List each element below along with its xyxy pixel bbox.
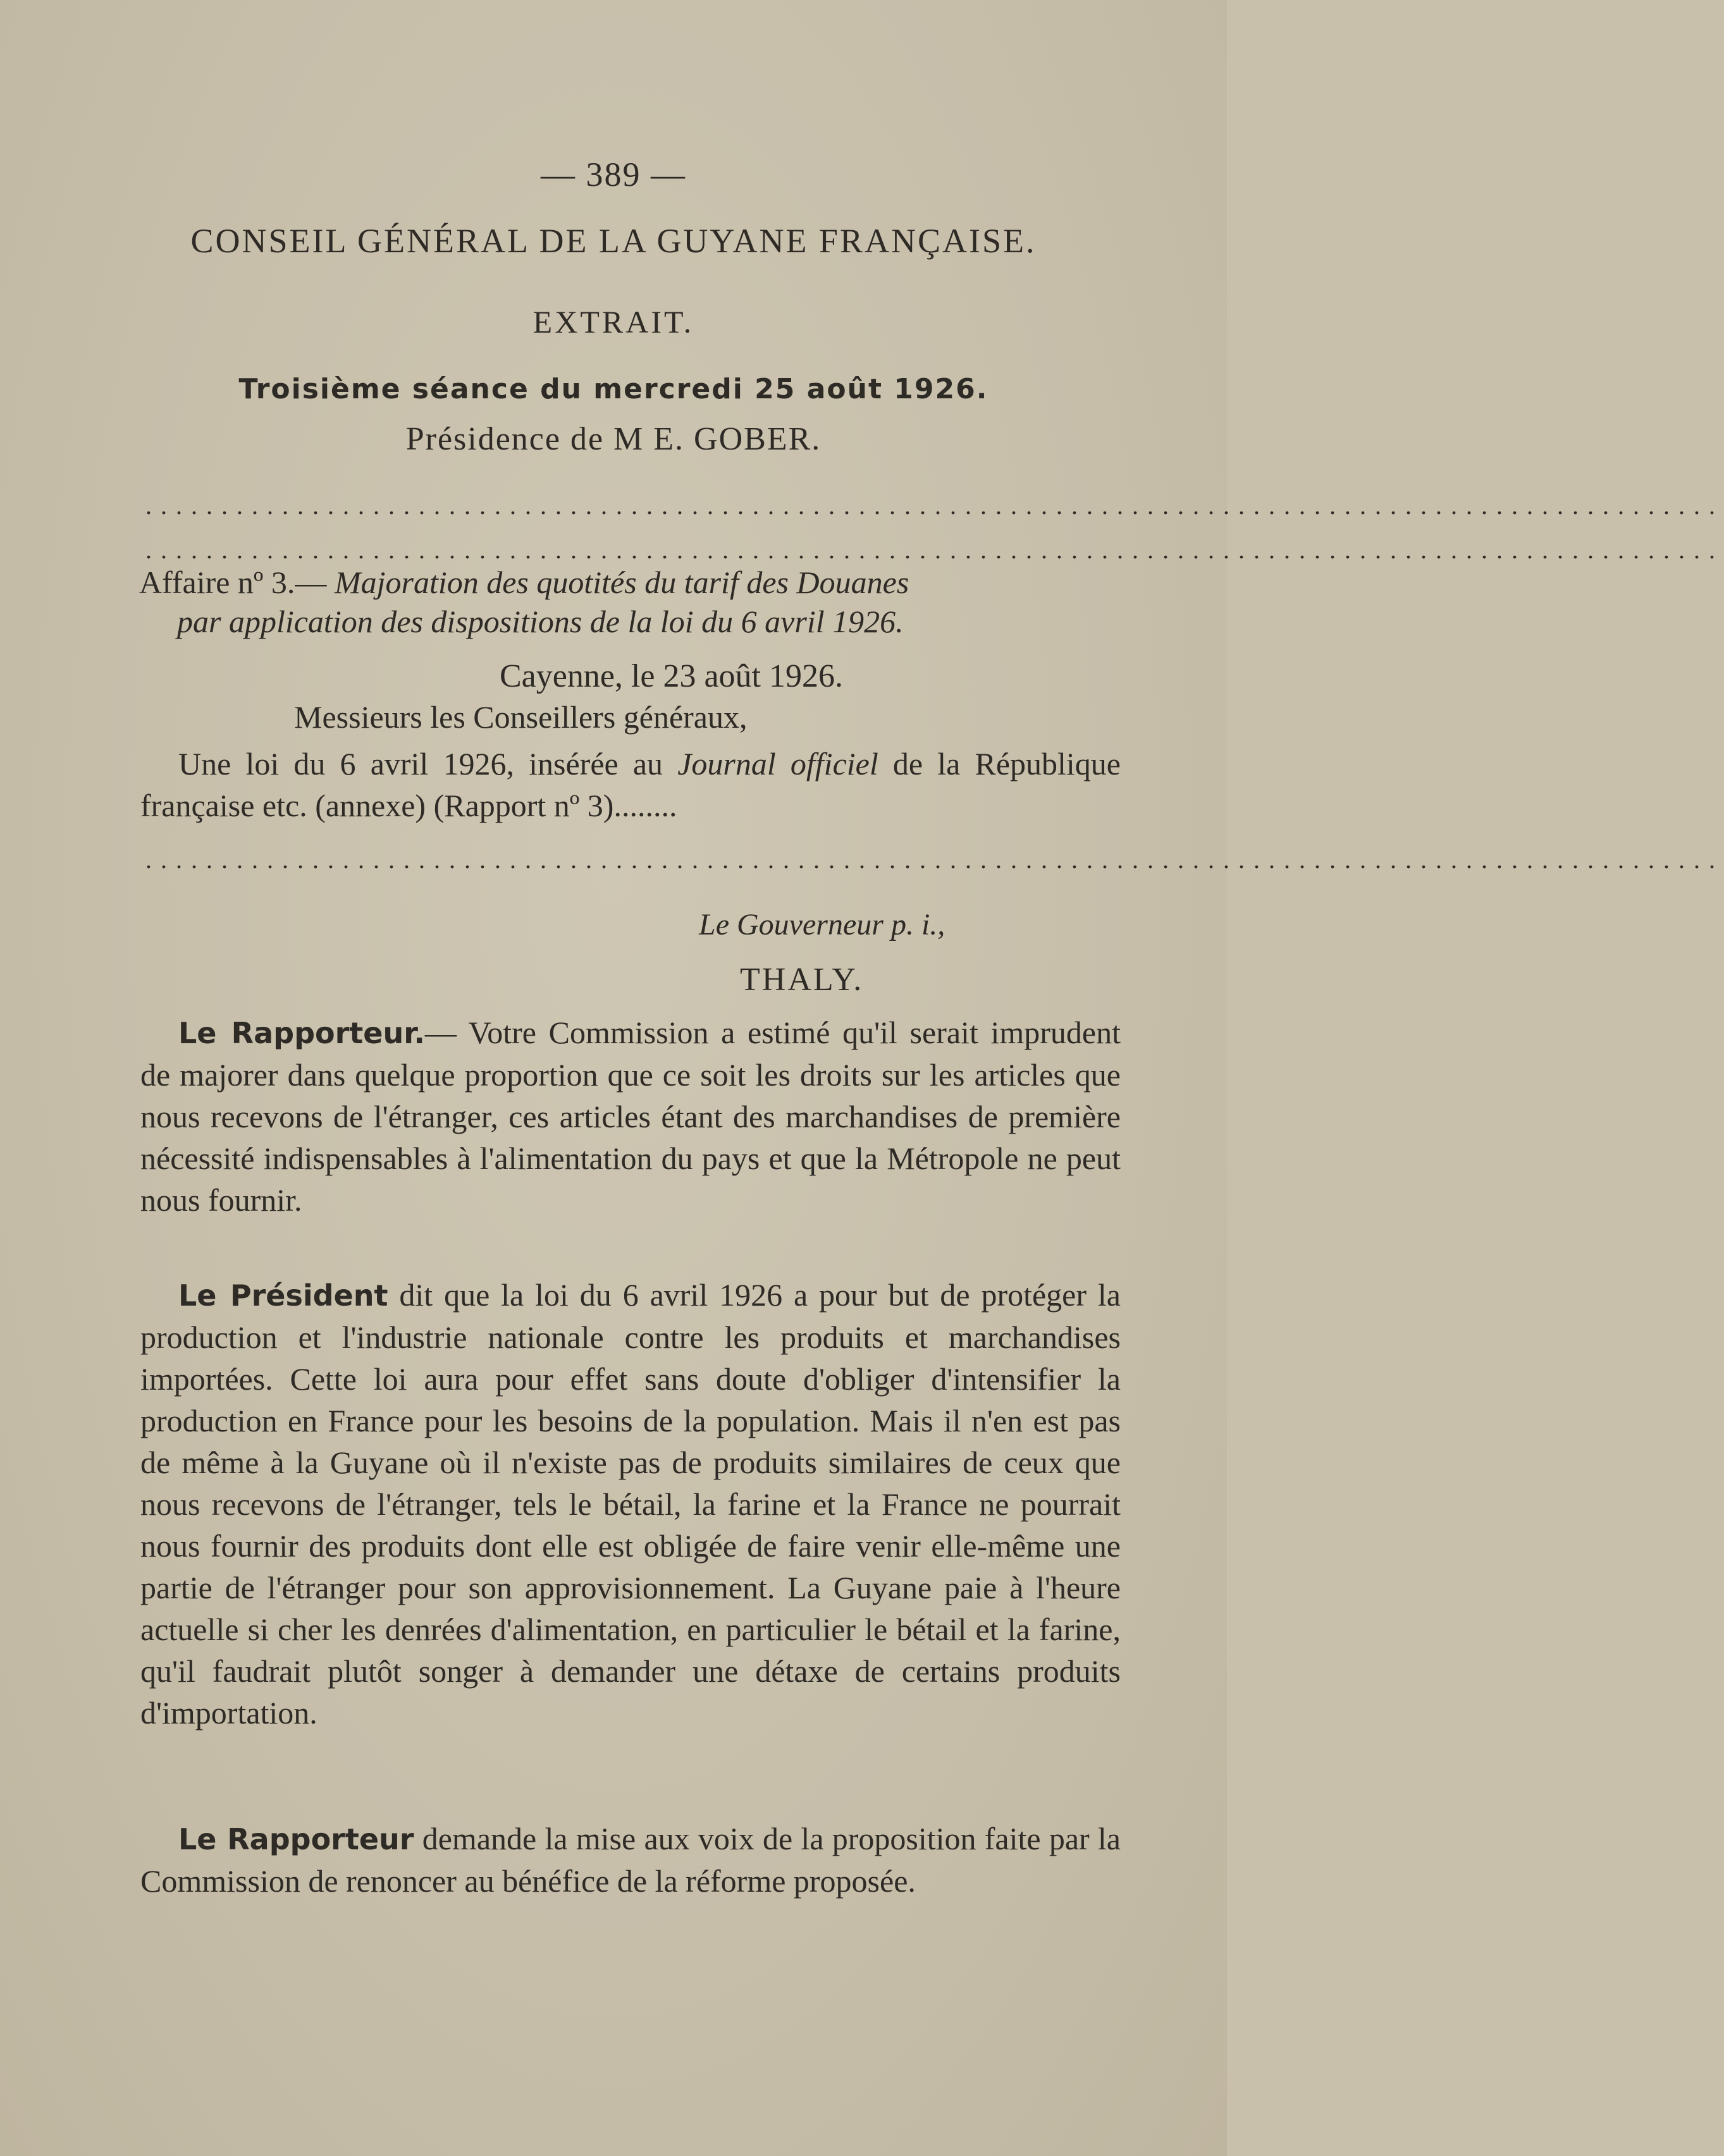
ellipsis-row: ........................................................................................................ xyxy=(145,536,1724,564)
journal-title: Journal officiel xyxy=(677,746,878,781)
speaker-name: Le Rapporteur xyxy=(178,1822,414,1856)
affair-heading xyxy=(139,563,1126,641)
signatory-title: Le Gouverneur p. i., xyxy=(699,908,945,941)
debate-text: dit que la loi du 6 avril 1926 a pour but de protéger la production et l'industrie nationale contre les produits et marchandises importées. Cette loi aura pour effet sans doute d'obliger d'intensifier la production en France pour les besoins de la population. Mais il n'en est pas de même à la Guyane où il n'existe pas de produits similaires de ceux que nous recevons de l'étranger, tels le bétail, la farine et la France ne pourrait nous fournir des produits dont elle est obligée de faire venir elle-même une partie de l'étranger pour son approvisionnement. La Guyane paie à l'heure actuelle si cher les denrées d'alimentation, en particulier le bétail et la farine, qu'il faudrait plutôt songer à demander une détaxe de certains produits d'importation. xyxy=(140,1277,1121,1730)
debate-paragraph xyxy=(140,1012,1121,1221)
session-heading: Troisième séance du mercredi 25 août 1926. xyxy=(238,373,988,405)
letter-body xyxy=(140,743,1121,826)
speaker-name: Le Président xyxy=(178,1278,388,1313)
speaker-name: Le Rapporteur. xyxy=(178,1016,425,1050)
signatory-name: THALY. xyxy=(740,962,864,998)
page-number: — 389 — xyxy=(541,156,686,193)
council-title: CONSEIL GÉNÉRAL DE LA GUYANE FRANÇAISE. xyxy=(190,222,1037,260)
debate-paragraph xyxy=(140,1274,1121,1734)
letter-dateline: Cayenne, le 23 août 1926. xyxy=(500,658,843,694)
ellipsis-row: ........................................................................................................ xyxy=(145,845,1724,874)
debate-text: — Votre Commission a estimé qu'il serait imprudent de majorer dans quelque proportion que ce soit les droits sur les articles que nous recevons de l'étranger, ces articles étant des marchandises de première nécessité indispensables à l'alimentation du pays et que la Métropole ne peut nous fournir. xyxy=(140,1015,1121,1218)
affair-title-line2: par application des dispositions de la loi du 6 avril 1926. xyxy=(177,604,904,639)
debate-text: demande la mise aux voix de la proposition faite par la Commission de renoncer au bénéfice de la réforme proposée. xyxy=(140,1821,1121,1899)
affair-number: Affaire nº 3.— xyxy=(139,565,335,600)
ellipsis-row: ........................................................................................................ xyxy=(145,491,1724,520)
debate-paragraph xyxy=(140,1818,1121,1902)
extract-heading: EXTRAIT. xyxy=(533,304,694,340)
presidency-line: Présidence de M E. GOBER. xyxy=(405,421,822,457)
letter-body-post: de la République française etc. (annexe) (Rapport nº 3)........ xyxy=(140,746,1121,823)
affair-title-line1: Majoration des quotités du tarif des Douanes xyxy=(334,565,909,600)
letter-body-pre: Une loi du 6 avril 1926, insérée au xyxy=(178,746,678,781)
letter-salutation: Messieurs les Conseillers généraux, xyxy=(294,699,748,735)
